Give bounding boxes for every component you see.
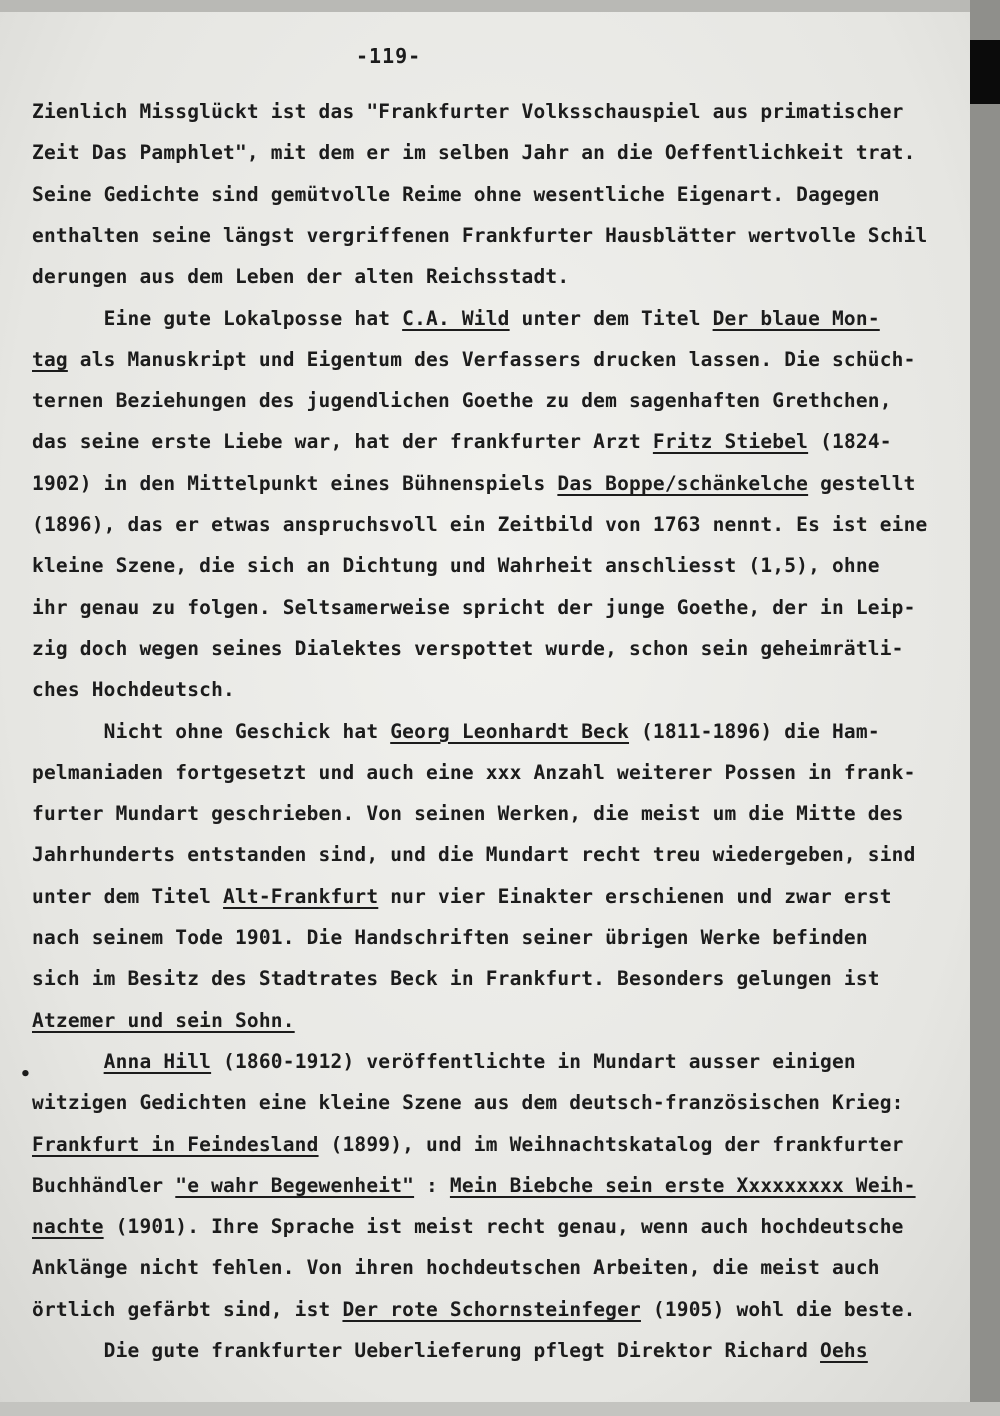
underlined-title: Mein Biebche sein erste Xxxxxxxxx Weih- <box>449 1173 916 1197</box>
margin-mark: • <box>20 1064 31 1085</box>
underlined-title: Frankfurt in Feindesland <box>32 1132 319 1156</box>
text-run: ihr genau zu folgen. Seltsamerweise spricht der junge Goethe, der in Leip- <box>32 595 916 619</box>
text-line <box>32 1174 972 1198</box>
text-run: unter dem Titel <box>32 884 224 908</box>
underlined-title: Atzemer und sein Sohn. <box>32 1008 295 1032</box>
text-line <box>32 348 972 372</box>
text-run: pelmaniaden fortgesetzt und auch eine xxx Anzahl weiterer Possen in frank- <box>32 760 916 784</box>
text-run: Zeit Das Pamphlet", mit dem er im selben Jahr an die Oeffentlichkeit trat. <box>32 141 916 165</box>
text-run: Seine Gedichte sind gemütvolle Reime ohne wesentliche Eigenart. Dagegen <box>32 182 880 206</box>
text-run: 1902) in den Mittelpunkt eines Bühnenspiels <box>32 471 558 495</box>
text-line <box>32 100 972 124</box>
text-run: zig doch wegen seines Dialektes verspottet wurde, schon sein geheimrätli- <box>32 636 904 660</box>
text-line <box>32 720 972 744</box>
page-number: -119- <box>356 44 422 68</box>
text-run: gestellt <box>808 471 916 495</box>
underlined-title: Fritz Stiebel <box>652 430 809 454</box>
text-line <box>32 554 972 578</box>
text-line <box>32 430 972 454</box>
underlined-title: C.A. Wild <box>402 306 510 330</box>
text-line <box>32 1256 972 1280</box>
text-run: als Manuskript und Eigentum des Verfassers drucken lassen. Die schüch- <box>67 347 916 371</box>
text-run: örtlich gefärbt sind, ist <box>32 1297 343 1321</box>
scan-top-edge <box>0 0 1000 12</box>
text-line <box>32 761 972 785</box>
scan-black-tab <box>970 40 1000 104</box>
text-run: Eine gute Lokalposse hat <box>32 306 403 330</box>
text-run: nach seinem Tode 1901. Die Handschriften seiner übrigen Werke befinden <box>32 926 868 949</box>
text-run: sich im Besitz des Stadtrates Beck in Frankfurt. Besonders gelungen ist <box>32 967 880 991</box>
underlined-title: Georg Leonhardt Beck <box>390 719 630 743</box>
text-run: ternen Beziehungen des jugendlichen Goethe zu dem sagenhaften Grethchen, <box>32 389 892 413</box>
text-run: derungen aus dem Leben der alten Reichsstadt. <box>32 265 570 289</box>
text-line <box>32 1009 972 1033</box>
text-run: nur vier Einakter erschienen und zwar erst <box>378 884 892 908</box>
text-run: Buchhändler <box>32 1173 176 1197</box>
text-line <box>32 596 972 620</box>
underlined-title: Alt-Frankfurt <box>223 884 379 908</box>
underlined-title: Der rote Schornsteinfeger <box>342 1297 641 1321</box>
text-line <box>32 1133 972 1157</box>
text-run: (1899), und im Weihnachtskatalog der frankfurter <box>318 1132 904 1156</box>
text-line <box>32 637 972 661</box>
text-run: Jahrhunderts entstanden sind, und die Mundart recht treu wiedergeben, sind <box>32 843 916 867</box>
text-run: Zienlich Missglückt ist das "Frankfurter Volksschauspiel aus primatischer <box>32 100 904 123</box>
text-line <box>32 1298 972 1322</box>
text-run: (1860-1912) veröffentlichte in Mundart ausser einigen <box>211 1049 856 1073</box>
text-run: Nicht ohne Geschick hat <box>32 719 391 743</box>
text-run: unter dem Titel <box>509 306 713 330</box>
text-run: furter Mundart geschrieben. Von seinen Werken, die meist um die Mitte des <box>32 802 904 826</box>
underlined-title: Der blaue Mon- <box>712 306 880 330</box>
text-line <box>32 472 972 496</box>
text-line <box>32 926 972 950</box>
text-line <box>32 1215 972 1239</box>
text-run: (1896), das er etwas anspruchsvoll ein Zeitbild von 1763 nennt. Es ist eine <box>32 513 928 536</box>
underlined-title: Anna Hill <box>103 1049 212 1073</box>
text-line <box>32 265 972 289</box>
text-line <box>32 1339 972 1363</box>
text-run <box>32 1050 104 1073</box>
text-line <box>32 967 972 991</box>
text-line <box>32 513 972 537</box>
text-line <box>32 183 972 207</box>
underlined-title: tag <box>32 347 68 371</box>
underlined-title: nachte <box>32 1215 104 1239</box>
text-line <box>32 224 972 248</box>
text-line <box>32 885 972 909</box>
text-line <box>32 141 972 165</box>
text-run: (1824- <box>808 430 892 454</box>
text-line <box>32 1050 972 1074</box>
text-run: ches Hochdeutsch. <box>32 678 235 702</box>
text-run: Die gute frankfurter Ueberlieferung pflegt Direktor Richard <box>32 1339 821 1362</box>
text-line <box>32 389 972 413</box>
text-line <box>32 843 972 867</box>
underlined-title: Das Boppe/schänkelche <box>557 471 809 495</box>
text-run: (1905) wohl die beste. <box>640 1297 916 1321</box>
underlined-title: Oehs <box>820 1339 868 1362</box>
text-run: enthalten seine längst vergriffenen Frankfurter Hausblätter wertvolle Schil <box>32 223 928 247</box>
text-run: kleine Szene, die sich an Dichtung und Wahrheit anschliesst (1,5), ohne <box>32 554 880 578</box>
text-run: Anklänge nicht fehlen. Von ihren hochdeutschen Arbeiten, die meist auch <box>32 1256 880 1280</box>
underlined-title: "e wahr Begewenheit" <box>175 1173 415 1197</box>
scan-right-edge <box>970 0 1000 1416</box>
text-line <box>32 1091 972 1115</box>
text-line <box>32 307 972 331</box>
text-line <box>32 678 972 702</box>
text-run: witzigen Gedichten eine kleine Szene aus dem deutsch-französischen Krieg: <box>32 1091 904 1115</box>
text-run: : <box>414 1173 450 1197</box>
text-run: das seine erste Liebe war, hat der frankfurter Arzt <box>32 430 653 454</box>
text-run: (1901). Ihre Sprache ist meist recht genau, wenn auch hochdeutsche <box>103 1215 904 1239</box>
scan-bottom-edge <box>0 1402 1000 1416</box>
text-line <box>32 802 972 826</box>
text-run: (1811-1896) die Ham- <box>629 719 880 743</box>
